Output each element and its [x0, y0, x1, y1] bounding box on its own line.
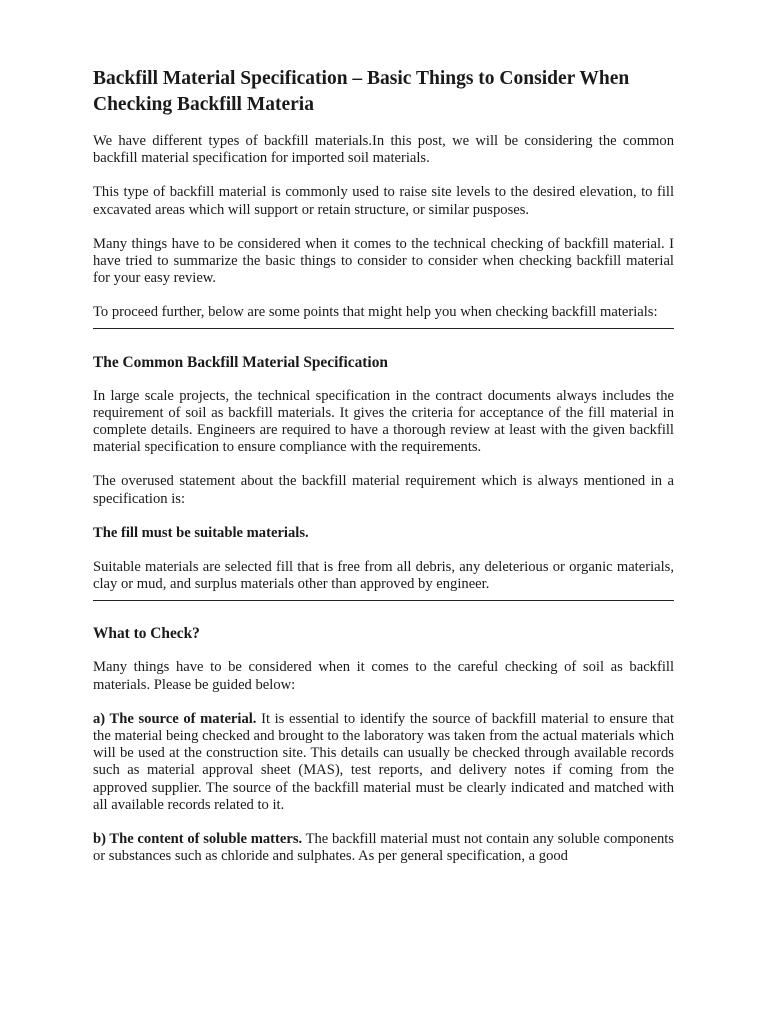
document-page	[93, 66, 674, 882]
specification-paragraph-3: Suitable materials are selected fill that is free from all debris, any deleterious or organic materials, clay or mud, and surplus materials other than approved by engineer.	[93, 559, 674, 593]
intro-paragraph-2: This type of backfill material is commonly used to raise site levels to the desired elevation, to fill excavated areas which will support or retain structure, or similar pusposes.	[93, 184, 674, 218]
check-item-soluble-lead: b) The content of soluble matters.	[93, 831, 303, 848]
intro-paragraph-4: To proceed further, below are some points that might help you when checking backfill materials:	[93, 304, 658, 321]
check-item-source-lead: a) The source of material.	[93, 710, 257, 727]
specification-emphasis: The fill must be suitable materials.	[93, 524, 309, 541]
specification-paragraph-1: In large scale projects, the technical specification in the contract documents always includes the requirement of soil as backfill materials. It gives the criteria for acceptance of the fill material in complete details. Engineers are required to have a thorough review at least with the given backfill material specification to ensure compliance with the requirements.	[93, 387, 674, 456]
document-title: Backfill Material Specification – Basic Things to Consider When Checking Backfill Materia	[93, 68, 630, 115]
section-divider	[93, 600, 674, 601]
intro-paragraph-1: We have different types of backfill materials.In this post, we will be considering the common backfill material specification for imported soil materials.	[93, 133, 674, 167]
section-divider	[93, 328, 674, 329]
section-heading-what-to-check: What to Check?	[93, 625, 200, 643]
intro-paragraph-3: Many things have to be considered when it comes to the technical checking of backfill material. I have tried to summarize the basic things to consider to consider when checking backfill material for your easy review.	[93, 235, 674, 287]
check-item-soluble-text: The backfill material must not contain any soluble components or substances such as chloride and sulphates. As per general specification, a good	[93, 831, 674, 865]
what-to-check-paragraph-1: Many things have to be considered when it comes to the careful checking of soil as backfill materials. Please be guided below:	[93, 659, 674, 693]
section-heading-specification: The Common Backfill Material Specification	[93, 353, 388, 371]
specification-paragraph-2: The overused statement about the backfill material requirement which is always mentioned in a specification is:	[93, 473, 674, 507]
check-item-source	[93, 711, 674, 814]
check-item-soluble	[93, 831, 674, 865]
check-item-source-text: It is essential to identify the source of backfill material to ensure that the material being checked and brought to the laboratory was taken from the actual materials which will be used at the construction site. This details can usually be checked through available records such as material approval sheet (MAS), test reports, and delivery notes if coming from the approved supplier. The source of the backfill material must be clearly indicated and matched with all available records related to it.	[93, 710, 674, 813]
